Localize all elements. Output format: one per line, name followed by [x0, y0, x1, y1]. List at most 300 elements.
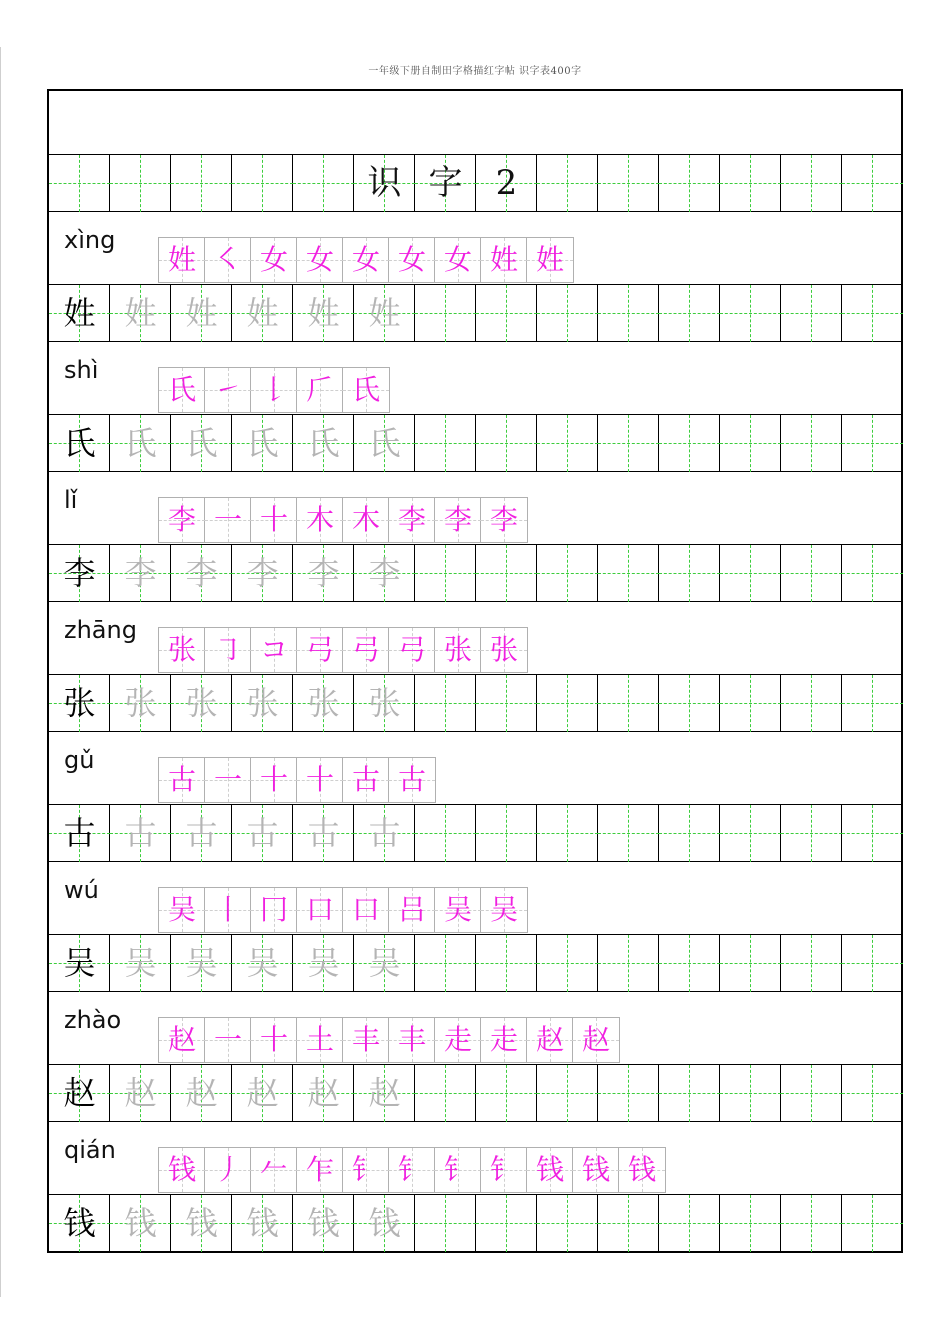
pinyin-label: gǔ: [64, 746, 95, 774]
stroke-glyph: 吴: [489, 893, 518, 926]
grid-cell: [415, 675, 476, 732]
stroke-glyph: 𠂆: [305, 373, 334, 406]
guide-horizontal: [659, 443, 720, 444]
stroke-step: [159, 758, 205, 802]
blank-band: [49, 91, 901, 155]
grid-cell: [842, 1065, 903, 1122]
guide-horizontal: [720, 833, 781, 834]
stroke-step: [159, 498, 205, 542]
guide-horizontal: [232, 183, 293, 184]
trace-character: 李: [185, 554, 218, 592]
grid-cell: [598, 545, 659, 602]
stroke-step: [435, 888, 481, 932]
grid-cell: [598, 1195, 659, 1252]
pinyin-label: zhào: [64, 1006, 122, 1034]
grid-cell: [171, 285, 232, 342]
stroke-step: [205, 758, 251, 802]
trace-character: 吴: [124, 944, 157, 982]
stroke-step: [343, 1018, 389, 1062]
guide-horizontal: [476, 313, 537, 314]
pinyin-row: [49, 992, 901, 1065]
grid-cell: [842, 285, 903, 342]
practice-row: [49, 1195, 901, 1252]
guide-horizontal: [476, 833, 537, 834]
guide-horizontal: [781, 833, 842, 834]
stroke-step: [389, 238, 435, 282]
stroke-glyph: 女: [397, 243, 426, 276]
guide-horizontal: [537, 573, 598, 574]
trace-character: 赵: [368, 1074, 401, 1112]
stroke-glyph: 冂: [259, 893, 288, 926]
stroke-glyph: 丰: [351, 1023, 380, 1056]
stroke-step: [389, 888, 435, 932]
stroke-step: [389, 498, 435, 542]
grid-cell: [293, 415, 354, 472]
grid-cell: [537, 545, 598, 602]
trace-character: 氏: [307, 424, 340, 462]
stroke-step: [435, 238, 481, 282]
stroke-glyph: 弓: [305, 633, 334, 666]
grid-cell: [659, 675, 720, 732]
guide-horizontal: [476, 443, 537, 444]
grid-cell: [171, 1195, 232, 1252]
guide-horizontal: [537, 1223, 598, 1224]
stroke-step: [343, 498, 389, 542]
practice-row: [49, 545, 901, 602]
grid-cell: [781, 285, 842, 342]
guide-horizontal: [842, 963, 903, 964]
trace-character: 钱: [124, 1204, 157, 1242]
trace-character: 李: [124, 554, 157, 592]
stroke-step: [297, 498, 343, 542]
stroke-step: [389, 628, 435, 672]
grid-cell: [49, 285, 110, 342]
grid-cell: [293, 545, 354, 602]
stroke-step: [205, 368, 251, 412]
grid-cell: [476, 545, 537, 602]
trace-character: 钱: [368, 1204, 401, 1242]
trace-character: 赵: [124, 1074, 157, 1112]
grid-cell: [598, 675, 659, 732]
trace-character: 李: [307, 554, 340, 592]
guide-horizontal: [476, 963, 537, 964]
trace-character: 古: [307, 814, 340, 852]
guide-horizontal: [415, 443, 476, 444]
model-character: 李: [63, 554, 96, 592]
stroke-glyph: 吕: [397, 893, 426, 926]
grid-cell: [476, 285, 537, 342]
stroke-step: [435, 498, 481, 542]
grid-cell: [293, 155, 354, 212]
stroke-glyph: 十: [305, 763, 334, 796]
guide-horizontal: [476, 573, 537, 574]
grid-cell: [720, 1195, 781, 1252]
stroke-step: [343, 628, 389, 672]
grid-cell: [171, 415, 232, 472]
stroke-step: [435, 628, 481, 672]
guide-horizontal: [537, 183, 598, 184]
guide-horizontal: [537, 703, 598, 704]
stroke-glyph: 赵: [167, 1023, 196, 1056]
guide-horizontal: [537, 313, 598, 314]
grid-cell: [232, 1065, 293, 1122]
grid-cell: [354, 935, 415, 992]
stroke-step: [205, 498, 251, 542]
stroke-step: [343, 368, 389, 412]
stroke-step: [251, 238, 297, 282]
trace-character: 赵: [246, 1074, 279, 1112]
stroke-step: [251, 498, 297, 542]
grid-cell: [415, 155, 476, 212]
stroke-step: [205, 628, 251, 672]
model-character: 钱: [63, 1204, 96, 1242]
stroke-glyph: 弓: [351, 633, 380, 666]
grid-cell: [476, 155, 537, 212]
stroke-step: [297, 368, 343, 412]
grid-cell: [476, 1065, 537, 1122]
model-character: 氏: [63, 424, 96, 462]
guide-horizontal: [720, 1223, 781, 1224]
grid-cell: [49, 545, 110, 602]
practice-sheet: [47, 89, 903, 1253]
stroke-step: [343, 238, 389, 282]
grid-cell: [232, 1195, 293, 1252]
guide-horizontal: [842, 313, 903, 314]
grid-cell: [354, 675, 415, 732]
stroke-step: [159, 628, 205, 672]
guide-horizontal: [110, 183, 171, 184]
stroke-glyph: 赵: [535, 1023, 564, 1056]
grid-cell: [476, 805, 537, 862]
grid-cell: [476, 1195, 537, 1252]
grid-cell: [49, 675, 110, 732]
grid-cell: [171, 1065, 232, 1122]
guide-horizontal: [781, 313, 842, 314]
stroke-step: [159, 1148, 205, 1192]
stroke-step: [251, 888, 297, 932]
stroke-order-strip: [158, 627, 528, 673]
stroke-glyph: 丨: [213, 893, 242, 926]
stroke-step: [435, 1018, 481, 1062]
stroke-glyph: 𠂉: [259, 1153, 288, 1186]
grid-cell: [415, 1065, 476, 1122]
stroke-step: [481, 628, 527, 672]
guide-horizontal: [781, 573, 842, 574]
grid-cell: [49, 415, 110, 472]
stroke-step: [435, 1148, 481, 1192]
stroke-glyph: 氏: [167, 373, 196, 406]
stroke-step: [297, 758, 343, 802]
guide-horizontal: [720, 703, 781, 704]
grid-cell: [781, 155, 842, 212]
guide-horizontal: [598, 443, 659, 444]
guide-horizontal: [842, 1223, 903, 1224]
grid-cell: [293, 805, 354, 862]
grid-cell: [293, 675, 354, 732]
stroke-glyph: 十: [259, 503, 288, 536]
page-header: 一年级下册自制田字格描红字帖 识字表400字: [368, 66, 582, 77]
stroke-glyph: 吴: [167, 893, 196, 926]
grid-cell: [110, 675, 171, 732]
practice-row: [49, 1065, 901, 1122]
guide-horizontal: [781, 1223, 842, 1224]
grid-cell: [415, 1195, 476, 1252]
stroke-step: [389, 758, 435, 802]
stroke-step: [527, 1148, 573, 1192]
trace-character: 氏: [124, 424, 157, 462]
stroke-step: [573, 1018, 619, 1062]
grid-cell: [720, 675, 781, 732]
guide-horizontal: [842, 833, 903, 834]
grid-cell: [537, 155, 598, 212]
stroke-glyph: 姓: [489, 243, 518, 276]
stroke-step: [481, 1148, 527, 1192]
grid-cell: [171, 675, 232, 732]
guide-horizontal: [659, 1223, 720, 1224]
stroke-glyph: 钱: [581, 1153, 610, 1186]
pinyin-row: [49, 602, 901, 675]
grid-cell: [781, 415, 842, 472]
grid-cell: [659, 415, 720, 472]
grid-cell: [842, 805, 903, 862]
trace-character: 姓: [307, 294, 340, 332]
stroke-glyph: 十: [259, 763, 288, 796]
grid-cell: [659, 155, 720, 212]
stroke-glyph: 赵: [581, 1023, 610, 1056]
trace-character: 吴: [307, 944, 340, 982]
stroke-step: [343, 758, 389, 802]
guide-horizontal: [842, 703, 903, 704]
stroke-step: [297, 1148, 343, 1192]
grid-cell: [537, 1065, 598, 1122]
pinyin-label: wú: [64, 876, 99, 904]
stroke-glyph: 张: [443, 633, 472, 666]
grid-cell: [842, 415, 903, 472]
guide-horizontal: [171, 183, 232, 184]
trace-character: 氏: [368, 424, 401, 462]
grid-cell: [171, 935, 232, 992]
grid-cell: [720, 285, 781, 342]
pinyin-row: [49, 212, 901, 285]
model-character: 姓: [63, 294, 96, 332]
trace-character: 姓: [185, 294, 218, 332]
stroke-step: [343, 888, 389, 932]
guide-horizontal: [415, 1093, 476, 1094]
guide-horizontal: [598, 1223, 659, 1224]
stroke-order-strip: [158, 887, 528, 933]
grid-cell: [598, 415, 659, 472]
grid-cell: [415, 545, 476, 602]
stroke-glyph: 古: [351, 763, 380, 796]
grid-cell: [659, 285, 720, 342]
stroke-order-strip: [158, 1147, 666, 1193]
model-character: 古: [63, 814, 96, 852]
grid-cell: [537, 415, 598, 472]
grid-cell: [354, 805, 415, 862]
guide-horizontal: [476, 1223, 537, 1224]
grid-cell: [354, 1195, 415, 1252]
trace-character: 氏: [246, 424, 279, 462]
grid-cell: [537, 675, 598, 732]
grid-cell: [659, 1065, 720, 1122]
stroke-glyph: 姓: [167, 243, 196, 276]
stroke-glyph: 吴: [443, 893, 472, 926]
guide-horizontal: [415, 313, 476, 314]
trace-character: 古: [246, 814, 279, 852]
trace-character: 赵: [185, 1074, 218, 1112]
stroke-glyph: コ: [259, 633, 288, 666]
stroke-step: [573, 1148, 619, 1192]
guide-horizontal: [720, 1093, 781, 1094]
guide-horizontal: [659, 1093, 720, 1094]
guide-horizontal: [598, 573, 659, 574]
grid-cell: [293, 935, 354, 992]
stroke-glyph: 古: [397, 763, 426, 796]
grid-cell: [293, 1065, 354, 1122]
grid-cell: [842, 1195, 903, 1252]
stroke-step: [527, 238, 573, 282]
grid-cell: [781, 1195, 842, 1252]
stroke-step: [297, 888, 343, 932]
grid-cell: [415, 935, 476, 992]
stroke-step: [343, 1148, 389, 1192]
grid-cell: [598, 935, 659, 992]
trace-character: 吴: [368, 944, 401, 982]
grid-cell: [720, 935, 781, 992]
stroke-glyph: 女: [443, 243, 472, 276]
grid-cell: [232, 805, 293, 862]
grid-cell: [232, 935, 293, 992]
guide-horizontal: [537, 963, 598, 964]
stroke-glyph: ㇀: [213, 373, 242, 406]
grid-cell: [476, 935, 537, 992]
model-character: 张: [63, 684, 96, 722]
lesson-title-char: 识: [367, 163, 402, 203]
stroke-glyph: 木: [351, 503, 380, 536]
grid-cell: [781, 1065, 842, 1122]
stroke-glyph: 走: [443, 1023, 472, 1056]
grid-cell: [49, 1065, 110, 1122]
guide-horizontal: [476, 1093, 537, 1094]
stroke-glyph: 钅: [397, 1153, 426, 1186]
grid-cell: [537, 805, 598, 862]
practice-row: [49, 285, 901, 342]
grid-cell: [659, 805, 720, 862]
stroke-glyph: 口: [351, 893, 380, 926]
trace-character: 赵: [307, 1074, 340, 1112]
pinyin-label: qián: [64, 1136, 116, 1164]
stroke-step: [297, 628, 343, 672]
grid-cell: [293, 285, 354, 342]
practice-row: [49, 675, 901, 732]
stroke-glyph: 一: [213, 1023, 242, 1056]
trace-character: 古: [124, 814, 157, 852]
grid-cell: [354, 155, 415, 212]
stroke-glyph: 女: [351, 243, 380, 276]
grid-cell: [232, 415, 293, 472]
stroke-glyph: 古: [167, 763, 196, 796]
grid-cell: [110, 1195, 171, 1252]
grid-cell: [781, 935, 842, 992]
guide-horizontal: [659, 833, 720, 834]
stroke-glyph: 张: [167, 633, 196, 666]
grid-cell: [598, 285, 659, 342]
grid-cell: [171, 805, 232, 862]
stroke-order-strip: [158, 757, 436, 803]
stroke-glyph: 钱: [627, 1153, 656, 1186]
stroke-glyph: 木: [305, 503, 334, 536]
guide-horizontal: [598, 183, 659, 184]
guide-horizontal: [659, 183, 720, 184]
grid-cell: [842, 675, 903, 732]
grid-cell: [659, 545, 720, 602]
model-character: 吴: [63, 944, 96, 982]
grid-cell: [659, 935, 720, 992]
trace-character: 古: [185, 814, 218, 852]
grid-cell: [537, 935, 598, 992]
trace-character: 吴: [246, 944, 279, 982]
stroke-glyph: 钅: [489, 1153, 518, 1186]
stroke-glyph: 一: [213, 503, 242, 536]
grid-cell: [476, 415, 537, 472]
stroke-step: [205, 238, 251, 282]
pinyin-row: [49, 472, 901, 545]
stroke-glyph: 李: [489, 503, 518, 536]
stroke-glyph: ㇆: [213, 633, 242, 666]
trace-character: 姓: [246, 294, 279, 332]
trace-character: 张: [185, 684, 218, 722]
guide-horizontal: [781, 703, 842, 704]
trace-character: 李: [368, 554, 401, 592]
guide-horizontal: [537, 833, 598, 834]
grid-cell: [415, 805, 476, 862]
practice-row: [49, 935, 901, 992]
stroke-step: [389, 1148, 435, 1192]
stroke-glyph: 丰: [397, 1023, 426, 1056]
stroke-step: [297, 238, 343, 282]
trace-character: 钱: [246, 1204, 279, 1242]
guide-horizontal: [659, 963, 720, 964]
guide-horizontal: [842, 183, 903, 184]
guide-horizontal: [415, 1223, 476, 1224]
stroke-step: [389, 1018, 435, 1062]
practice-row: [49, 415, 901, 472]
stroke-glyph: ㇛: [213, 243, 242, 276]
grid-cell: [842, 545, 903, 602]
grid-cell: [415, 285, 476, 342]
pinyin-row: [49, 862, 901, 935]
grid-cell: [842, 155, 903, 212]
stroke-glyph: 钱: [535, 1153, 564, 1186]
stroke-step: [251, 758, 297, 802]
stroke-step: [159, 888, 205, 932]
stroke-glyph: 十: [259, 1023, 288, 1056]
trace-character: 钱: [185, 1204, 218, 1242]
grid-cell: [720, 155, 781, 212]
guide-horizontal: [659, 573, 720, 574]
grid-cell: [354, 545, 415, 602]
stroke-step: [251, 1148, 297, 1192]
stroke-glyph: 钅: [351, 1153, 380, 1186]
grid-cell: [354, 1065, 415, 1122]
grid-cell: [842, 935, 903, 992]
stroke-glyph: 姓: [535, 243, 564, 276]
grid-cell: [232, 675, 293, 732]
guide-horizontal: [598, 313, 659, 314]
trace-character: 古: [368, 814, 401, 852]
stroke-step: [297, 1018, 343, 1062]
guide-horizontal: [415, 833, 476, 834]
